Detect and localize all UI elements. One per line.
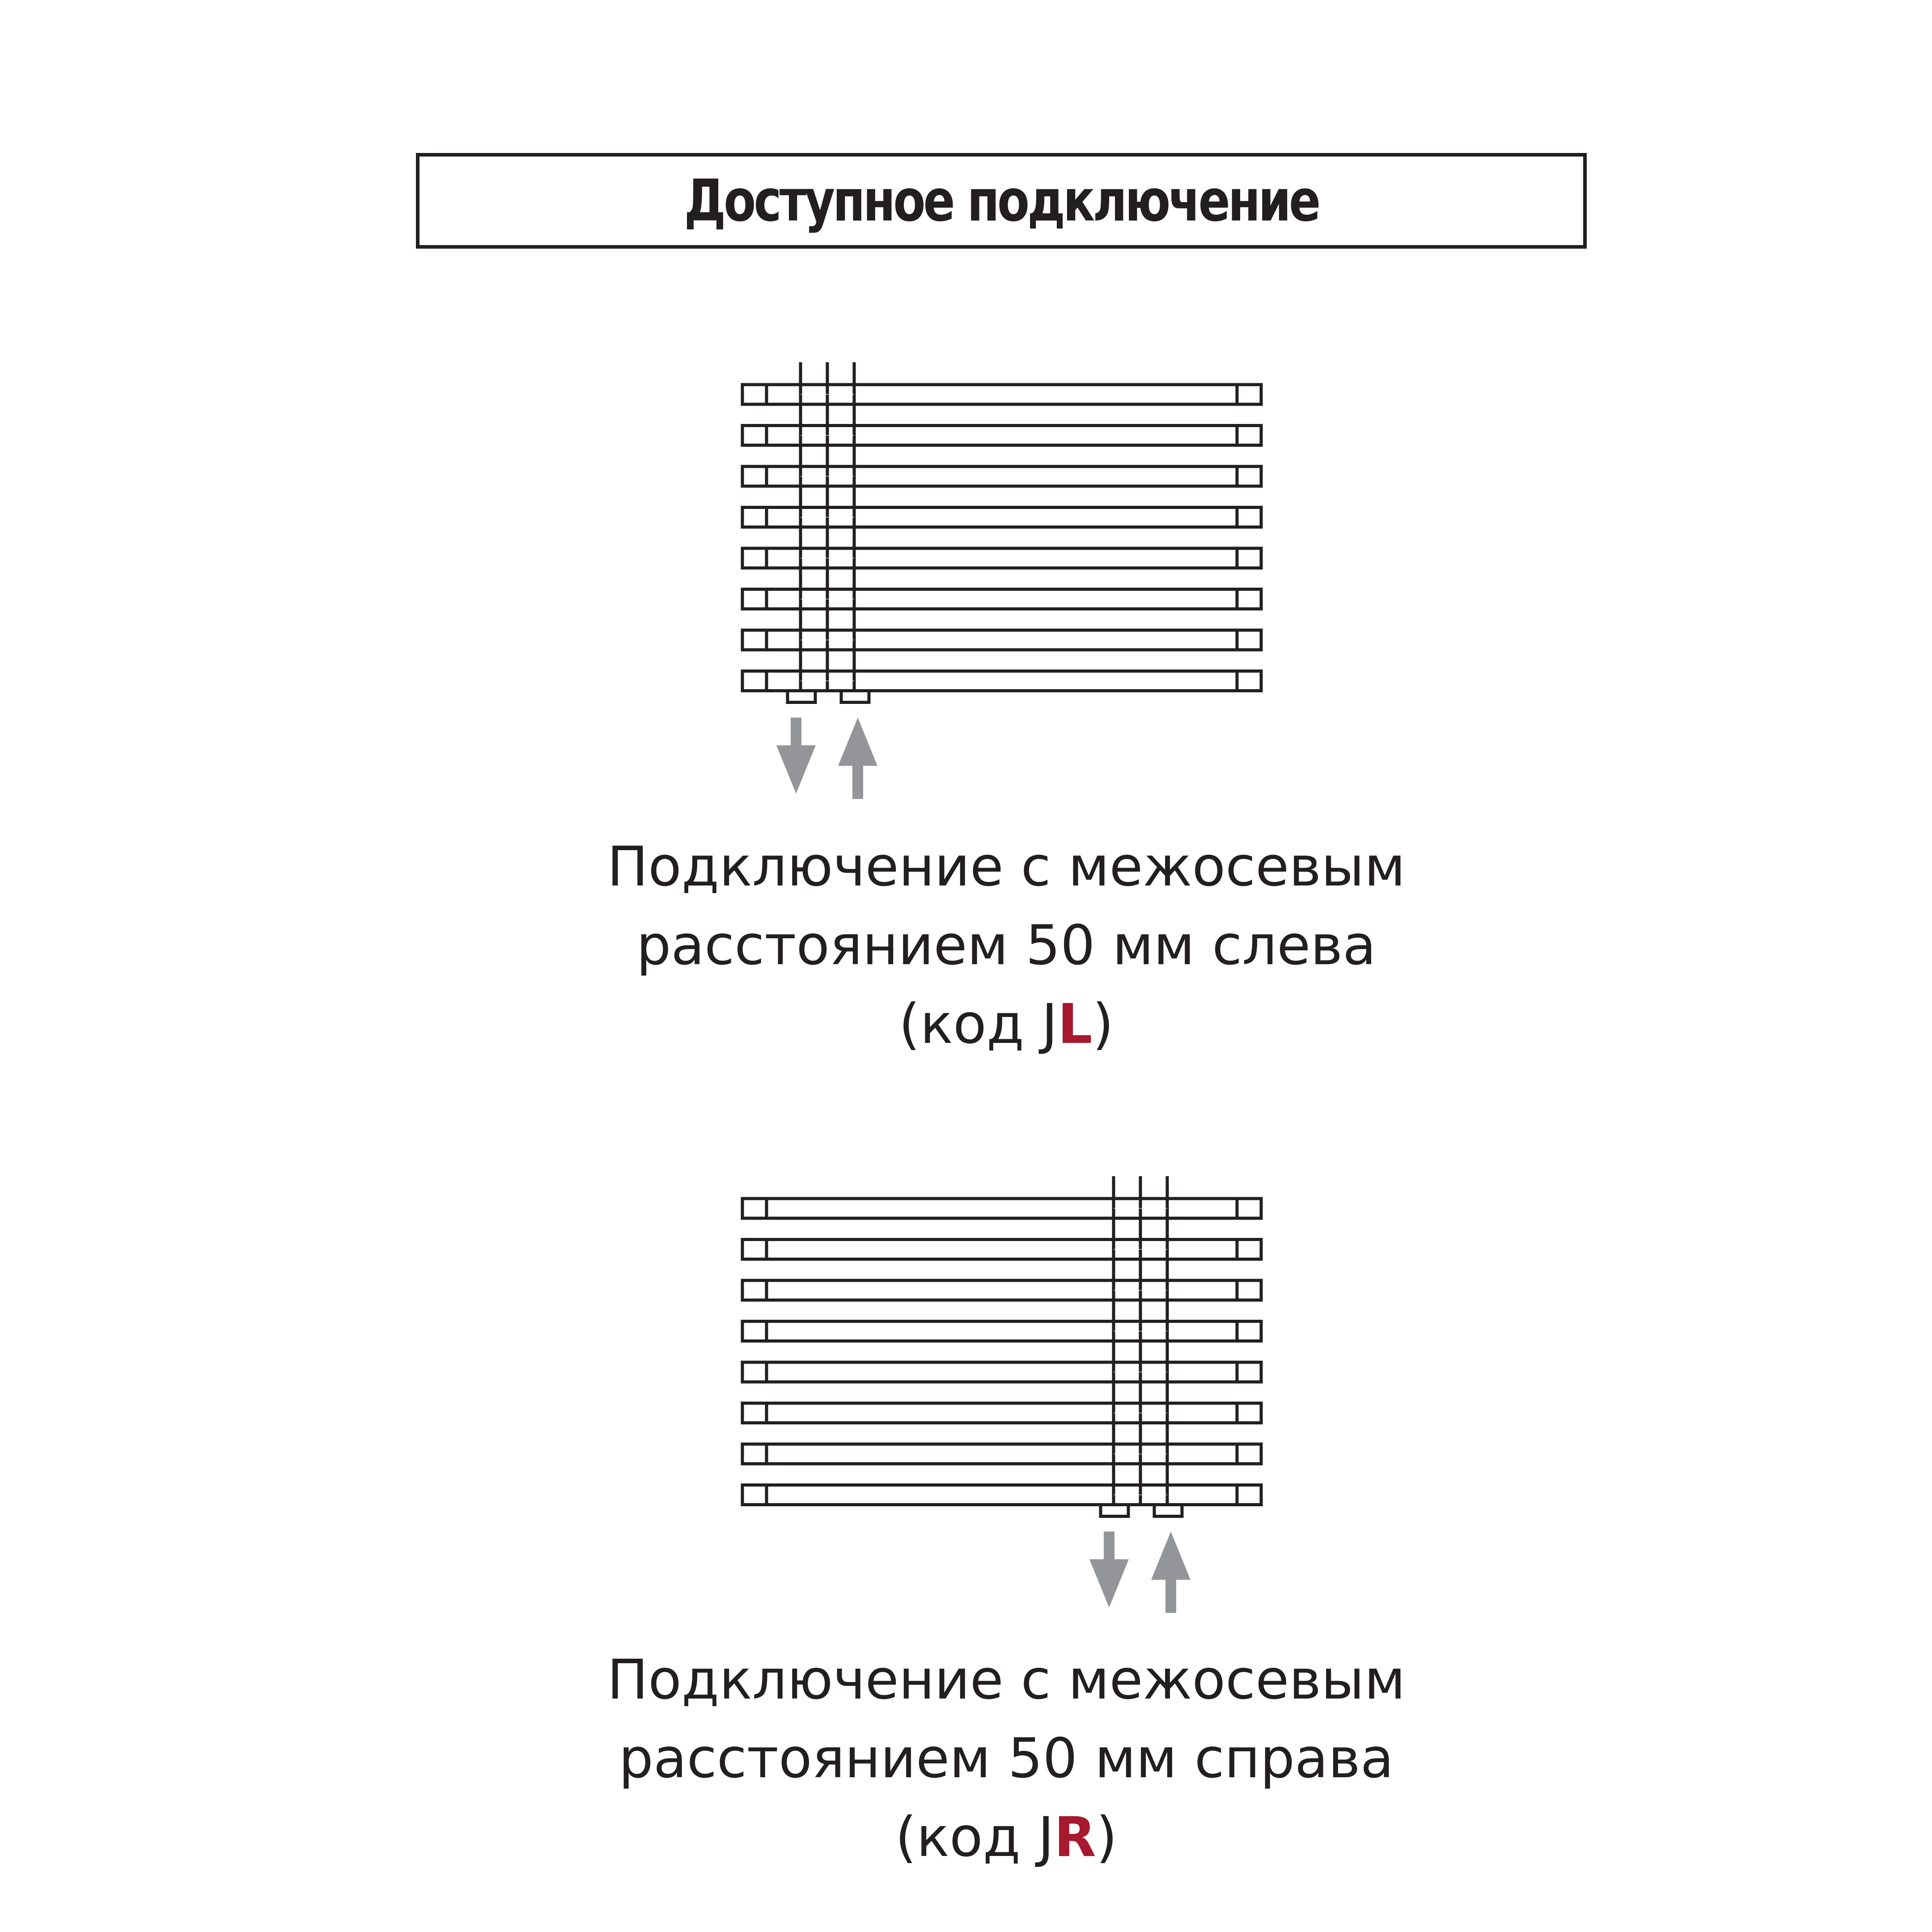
code-letter-l: L <box>1057 992 1093 1056</box>
caption-right-line-1: Подключение с межосевым <box>607 1648 1406 1712</box>
title-box <box>416 153 1587 249</box>
page-title: Доступное подключение <box>684 167 1319 234</box>
code-suffix: ) <box>1092 992 1114 1056</box>
code-suffix: ) <box>1096 1805 1118 1869</box>
flow-in-arrow-icon <box>852 763 863 799</box>
flow-in-arrow-icon <box>1151 1532 1191 1580</box>
flow-out-arrow-icon <box>1089 1559 1129 1608</box>
code-letter-r: R <box>1054 1805 1096 1869</box>
caption-left <box>402 827 1610 1063</box>
connection-nozzle <box>788 691 815 703</box>
radiator-tube <box>742 1322 1261 1341</box>
connection-nozzle <box>1154 1505 1182 1517</box>
radiator-group <box>742 1176 1261 1613</box>
radiator-tube <box>742 1362 1261 1382</box>
caption-left-line-1: Подключение с межосевым <box>607 835 1406 898</box>
caption-right-code <box>402 1798 1610 1877</box>
caption-right <box>402 1640 1610 1877</box>
radiator-tube <box>742 1199 1261 1218</box>
radiator-tube <box>742 1240 1261 1259</box>
code-prefix: (код J <box>895 1805 1054 1869</box>
connection-nozzle <box>841 691 869 703</box>
radiator-diagram-right <box>733 1163 1270 1601</box>
connection-nozzle <box>1101 1505 1128 1517</box>
caption-right-line-2: расстоянием 50 мм справа <box>619 1727 1394 1790</box>
code-prefix: (код J <box>898 992 1058 1056</box>
flow-in-arrow-icon <box>1165 1576 1176 1613</box>
radiator-tube <box>742 1444 1261 1464</box>
radiator-tube <box>742 1280 1261 1300</box>
flow-out-arrow-icon <box>776 746 816 794</box>
radiator-diagram-left <box>733 349 1270 787</box>
caption-left-code <box>402 985 1610 1063</box>
caption-left-line-2: расстоянием 50 мм слева <box>636 914 1377 977</box>
radiator-group <box>742 362 1261 799</box>
radiator-tube <box>742 1485 1261 1505</box>
flow-in-arrow-icon <box>838 718 877 766</box>
radiator-tube <box>742 1403 1261 1423</box>
